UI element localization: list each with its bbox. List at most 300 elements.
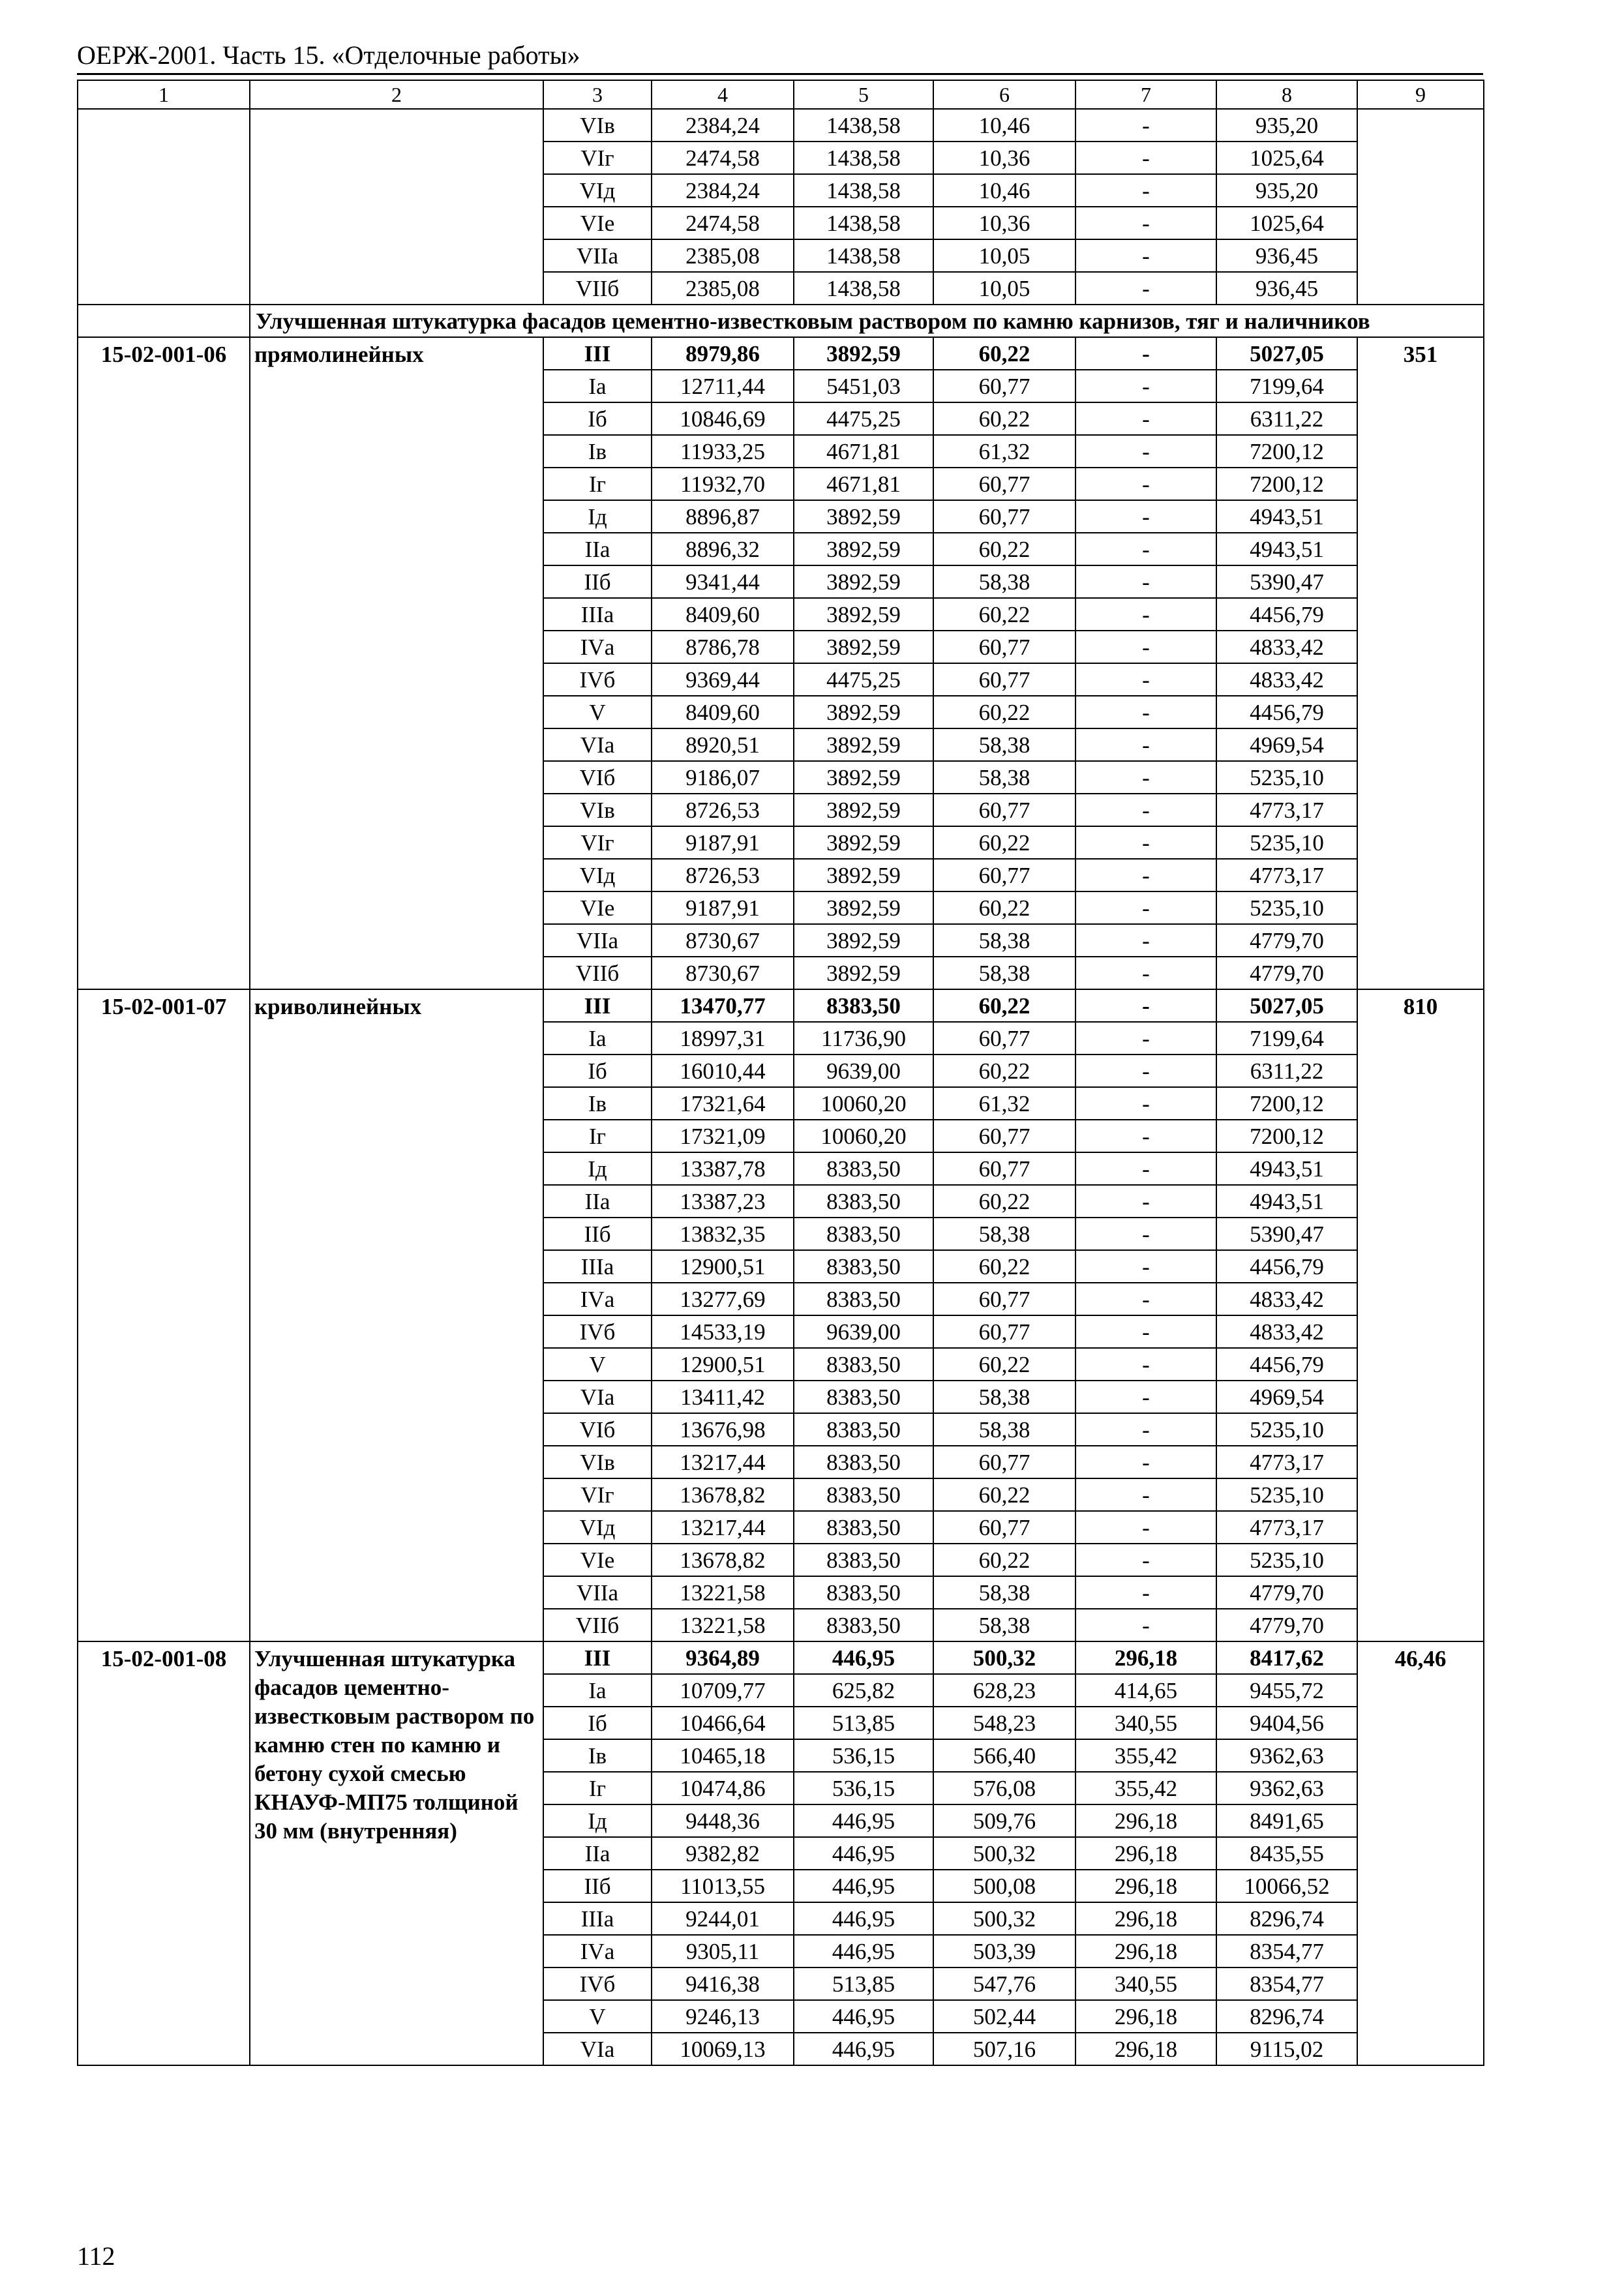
machine-operation: 60,77 [933,1511,1075,1544]
wages: 8383,50 [794,1381,933,1413]
machinist-wages: - [1075,468,1216,500]
machine-operation: 58,38 [933,761,1075,794]
total-cost: 13411,42 [652,1381,794,1413]
region-code: VIе [543,1544,652,1576]
region-code: IVа [543,631,652,663]
machinist-wages: 296,18 [1075,1804,1216,1837]
wages: 3892,59 [794,957,933,989]
total-cost: 12900,51 [652,1348,794,1381]
materials: 5235,10 [1216,1478,1357,1511]
item-name: криволинейных [250,989,543,1641]
materials: 5235,10 [1216,891,1357,924]
machine-operation: 60,22 [933,1478,1075,1511]
materials: 4833,42 [1216,1315,1357,1348]
machinist-wages: - [1075,761,1216,794]
machine-operation: 61,32 [933,435,1075,468]
total-cost: 9187,91 [652,826,794,859]
machinist-wages: - [1075,794,1216,826]
wages: 446,95 [794,2000,933,2033]
total-cost: 17321,09 [652,1120,794,1152]
wages: 3892,59 [794,728,933,761]
region-code: Iг [543,1120,652,1152]
total-cost: 8726,53 [652,859,794,891]
materials: 6311,22 [1216,1055,1357,1087]
total-cost: 13217,44 [652,1511,794,1544]
machine-operation: 10,05 [933,239,1075,272]
wages: 3892,59 [794,891,933,924]
machinist-wages: - [1075,500,1216,533]
wages: 8383,50 [794,1511,933,1544]
machinist-wages: - [1075,1413,1216,1446]
region-code: Iб [543,402,652,435]
machinist-wages: - [1075,1348,1216,1381]
total-cost: 8896,87 [652,500,794,533]
wages: 446,95 [794,1641,933,1674]
machine-operation: 60,77 [933,1022,1075,1055]
wages: 4671,81 [794,435,933,468]
materials: 936,45 [1216,239,1357,272]
machine-operation: 60,22 [933,598,1075,631]
item-name: прямолинейных [250,337,543,989]
region-code: Iг [543,1772,652,1804]
materials: 5390,47 [1216,1218,1357,1250]
wages: 536,15 [794,1772,933,1804]
wages: 3892,59 [794,924,933,957]
region-code: IIб [543,1218,652,1250]
region-code: V [543,696,652,728]
materials: 936,45 [1216,272,1357,305]
wages: 9639,00 [794,1315,933,1348]
total-cost: 14533,19 [652,1315,794,1348]
materials: 8491,65 [1216,1804,1357,1837]
wages: 3892,59 [794,598,933,631]
wages: 4671,81 [794,468,933,500]
region-code: Iд [543,500,652,533]
machinist-wages: 340,55 [1075,1707,1216,1739]
machine-operation: 58,38 [933,1576,1075,1609]
machine-operation: 58,38 [933,565,1075,598]
machinist-wages: - [1075,728,1216,761]
materials: 7200,12 [1216,435,1357,468]
machinist-wages: 414,65 [1075,1674,1216,1707]
wages: 446,95 [794,1870,933,1902]
total-cost: 8979,86 [652,337,794,370]
total-cost: 9305,11 [652,1935,794,1967]
materials: 9115,02 [1216,2033,1357,2065]
wages: 10060,20 [794,1120,933,1152]
wages: 625,82 [794,1674,933,1707]
total-cost: 10069,13 [652,2033,794,2065]
machinist-wages: - [1075,1446,1216,1478]
total-cost: 9364,89 [652,1641,794,1674]
total-cost: 10466,64 [652,1707,794,1739]
region-code: VIIб [543,1609,652,1641]
wages: 446,95 [794,1804,933,1837]
region-code: IVб [543,1967,652,2000]
machine-operation: 509,76 [933,1804,1075,1837]
header-rule [77,73,1483,75]
region-code: VIа [543,2033,652,2065]
region-code: IVа [543,1283,652,1315]
total-cost: 16010,44 [652,1055,794,1087]
total-cost: 13387,23 [652,1185,794,1218]
region-code: VIв [543,1446,652,1478]
total-cost: 13387,78 [652,1152,794,1185]
total-cost: 13676,98 [652,1413,794,1446]
machinist-wages: - [1075,1283,1216,1315]
machinist-wages: - [1075,1381,1216,1413]
total-cost: 8726,53 [652,794,794,826]
region-code: Iа [543,1674,652,1707]
total-cost: 9187,91 [652,891,794,924]
wages: 3892,59 [794,859,933,891]
machine-operation: 628,23 [933,1674,1075,1707]
materials: 4773,17 [1216,859,1357,891]
machine-operation: 61,32 [933,1087,1075,1120]
machine-operation: 500,32 [933,1837,1075,1870]
total-cost: 13221,58 [652,1609,794,1641]
machinist-wages: 296,18 [1075,2000,1216,2033]
wages: 1438,58 [794,174,933,207]
labor-cost: 810 [1357,989,1484,1641]
materials: 5027,05 [1216,337,1357,370]
wages: 11736,90 [794,1022,933,1055]
region-code: Iв [543,1087,652,1120]
item-name [250,109,543,305]
machinist-wages: 355,42 [1075,1772,1216,1804]
machinist-wages: - [1075,663,1216,696]
wages: 8383,50 [794,1478,933,1511]
machinist-wages: - [1075,1544,1216,1576]
machine-operation: 58,38 [933,1609,1075,1641]
wages: 3892,59 [794,696,933,728]
total-cost: 8409,60 [652,598,794,631]
materials: 4773,17 [1216,1446,1357,1478]
machine-operation: 60,22 [933,337,1075,370]
machinist-wages: - [1075,1609,1216,1641]
machine-operation: 60,77 [933,1152,1075,1185]
machine-operation: 60,22 [933,1348,1075,1381]
materials: 9455,72 [1216,1674,1357,1707]
total-cost: 9244,01 [652,1902,794,1935]
wages: 446,95 [794,1935,933,1967]
wages: 8383,50 [794,1446,933,1478]
wages: 8383,50 [794,1576,933,1609]
region-code: IIа [543,1185,652,1218]
wages: 446,95 [794,1837,933,1870]
materials: 4943,51 [1216,1185,1357,1218]
machinist-wages: - [1075,1055,1216,1087]
item-code: 15-02-001-06 [78,337,250,989]
region-code: III [543,337,652,370]
machinist-wages: - [1075,989,1216,1022]
machine-operation: 547,76 [933,1967,1075,2000]
total-cost: 10846,69 [652,402,794,435]
wages: 513,85 [794,1967,933,2000]
machine-operation: 566,40 [933,1739,1075,1772]
machinist-wages: - [1075,1022,1216,1055]
total-cost: 2385,08 [652,239,794,272]
materials: 4779,70 [1216,1609,1357,1641]
machine-operation: 58,38 [933,1218,1075,1250]
total-cost: 13221,58 [652,1576,794,1609]
machinist-wages: 296,18 [1075,1902,1216,1935]
region-code: IVб [543,1315,652,1348]
machinist-wages: - [1075,924,1216,957]
materials: 7199,64 [1216,370,1357,402]
materials: 8296,74 [1216,2000,1357,2033]
machine-operation: 58,38 [933,1381,1075,1413]
machinist-wages: - [1075,891,1216,924]
wages: 4475,25 [794,663,933,696]
materials: 4969,54 [1216,728,1357,761]
region-code: VIIб [543,957,652,989]
region-code: IIа [543,1837,652,1870]
total-cost: 11933,25 [652,435,794,468]
machinist-wages: - [1075,1152,1216,1185]
machinist-wages: - [1075,957,1216,989]
machine-operation: 60,22 [933,1055,1075,1087]
machine-operation: 500,32 [933,1641,1075,1674]
machinist-wages: 340,55 [1075,1967,1216,2000]
table-body [78,80,1484,2065]
wages: 3892,59 [794,631,933,663]
total-cost: 13217,44 [652,1446,794,1478]
wages: 3892,59 [794,794,933,826]
materials: 4833,42 [1216,663,1357,696]
labor-cost: 351 [1357,337,1484,989]
machinist-wages: - [1075,1185,1216,1218]
price-table-container [77,80,1483,2066]
total-cost: 9448,36 [652,1804,794,1837]
materials: 4943,51 [1216,1152,1357,1185]
column-number: 9 [1357,80,1484,109]
materials: 935,20 [1216,174,1357,207]
materials: 4833,42 [1216,631,1357,663]
materials: 5390,47 [1216,565,1357,598]
machine-operation: 10,46 [933,109,1075,142]
item-name: Улучшенная штукатурка фасадов цементно-известковым раствором по камню стен по камню и бетону сухой смесью КНАУФ-МП75 толщиной 30 мм (внутренняя) [250,1641,543,2065]
wages: 4475,25 [794,402,933,435]
machine-operation: 502,44 [933,2000,1075,2033]
region-code: VIб [543,761,652,794]
materials: 4456,79 [1216,1250,1357,1283]
total-cost: 2385,08 [652,272,794,305]
wages: 1438,58 [794,239,933,272]
wages: 8383,50 [794,989,933,1022]
machinist-wages: - [1075,1576,1216,1609]
total-cost: 13678,82 [652,1544,794,1576]
machinist-wages: - [1075,565,1216,598]
wages: 9639,00 [794,1055,933,1087]
region-code: VIIа [543,239,652,272]
price-table [77,80,1484,2066]
region-code: VIе [543,891,652,924]
region-code: Iв [543,435,652,468]
region-code: Iа [543,1022,652,1055]
materials: 4779,70 [1216,957,1357,989]
table-row [78,337,1484,370]
region-code: IIб [543,1870,652,1902]
materials: 7200,12 [1216,1087,1357,1120]
machinist-wages: - [1075,1120,1216,1152]
materials: 1025,64 [1216,142,1357,174]
machine-operation: 60,77 [933,859,1075,891]
materials: 4773,17 [1216,1511,1357,1544]
machinist-wages: 296,18 [1075,1641,1216,1674]
region-code: VIIб [543,272,652,305]
region-code: VIе [543,207,652,239]
wages: 1438,58 [794,207,933,239]
region-code: VIIа [543,1576,652,1609]
table-row [78,1641,1484,1674]
machinist-wages: - [1075,598,1216,631]
machinist-wages: - [1075,402,1216,435]
column-number: 2 [250,80,543,109]
total-cost: 8409,60 [652,696,794,728]
wages: 8383,50 [794,1544,933,1576]
region-code: VIг [543,826,652,859]
machine-operation: 60,77 [933,1315,1075,1348]
region-code: Iд [543,1804,652,1837]
machinist-wages: - [1075,174,1216,207]
machinist-wages: - [1075,370,1216,402]
total-cost: 13470,77 [652,989,794,1022]
machinist-wages: - [1075,1478,1216,1511]
total-cost: 8786,78 [652,631,794,663]
machine-operation: 60,77 [933,1283,1075,1315]
item-code [78,109,250,305]
materials: 8417,62 [1216,1641,1357,1674]
total-cost: 2474,58 [652,142,794,174]
machinist-wages: - [1075,1087,1216,1120]
materials: 8354,77 [1216,1967,1357,2000]
region-code: VIд [543,859,652,891]
machine-operation: 548,23 [933,1707,1075,1739]
materials: 1025,64 [1216,207,1357,239]
total-cost: 8920,51 [652,728,794,761]
region-code: VIа [543,728,652,761]
wages: 446,95 [794,2033,933,2065]
materials: 4773,17 [1216,794,1357,826]
region-code: III [543,1641,652,1674]
region-code: VIIа [543,924,652,957]
machinist-wages: 296,18 [1075,1837,1216,1870]
machine-operation: 58,38 [933,957,1075,989]
machine-operation: 60,77 [933,468,1075,500]
machinist-wages: - [1075,435,1216,468]
total-cost: 12711,44 [652,370,794,402]
machine-operation: 60,77 [933,1446,1075,1478]
total-cost: 9341,44 [652,565,794,598]
machinist-wages: - [1075,239,1216,272]
region-code: VIв [543,794,652,826]
total-cost: 9382,82 [652,1837,794,1870]
region-code: Iа [543,370,652,402]
region-code: Iд [543,1152,652,1185]
table-row [78,109,1484,142]
section-heading: Улучшенная штукатурка фасадов цементно-известковым раствором по камню карнизов, тяг и наличников [250,305,1484,337]
machinist-wages: 296,18 [1075,1935,1216,1967]
machinist-wages: - [1075,1218,1216,1250]
total-cost: 10709,77 [652,1674,794,1707]
machine-operation: 10,46 [933,174,1075,207]
region-code: III [543,989,652,1022]
wages: 8383,50 [794,1283,933,1315]
machine-operation: 500,08 [933,1870,1075,1902]
region-code: VIа [543,1381,652,1413]
total-cost: 10474,86 [652,1772,794,1804]
total-cost: 13832,35 [652,1218,794,1250]
wages: 8383,50 [794,1609,933,1641]
wages: 1438,58 [794,142,933,174]
total-cost: 8730,67 [652,924,794,957]
machine-operation: 60,77 [933,663,1075,696]
region-code: VIг [543,1478,652,1511]
materials: 4943,51 [1216,533,1357,565]
machine-operation: 60,22 [933,989,1075,1022]
region-code: VIд [543,174,652,207]
wages: 8383,50 [794,1413,933,1446]
materials: 5027,05 [1216,989,1357,1022]
wages: 10060,20 [794,1087,933,1120]
region-code: Iв [543,1739,652,1772]
wages: 5451,03 [794,370,933,402]
region-code: Iб [543,1707,652,1739]
labor-cost: 46,46 [1357,1641,1484,2065]
wages: 8383,50 [794,1250,933,1283]
materials: 5235,10 [1216,826,1357,859]
region-code: IVб [543,663,652,696]
region-code: VIб [543,1413,652,1446]
machine-operation: 60,22 [933,533,1075,565]
labor-cost [1357,109,1484,305]
total-cost: 11013,55 [652,1870,794,1902]
total-cost: 12900,51 [652,1250,794,1283]
machinist-wages: 296,18 [1075,1870,1216,1902]
wages: 3892,59 [794,565,933,598]
total-cost: 13678,82 [652,1478,794,1511]
wages: 3892,59 [794,533,933,565]
machine-operation: 60,77 [933,370,1075,402]
machine-operation: 60,77 [933,500,1075,533]
total-cost: 9369,44 [652,663,794,696]
column-number: 4 [652,80,794,109]
section-heading-row [78,305,1484,337]
materials: 4456,79 [1216,598,1357,631]
item-code: 15-02-001-08 [78,1641,250,2065]
machinist-wages: - [1075,1250,1216,1283]
column-number-row [78,80,1484,109]
item-code: 15-02-001-07 [78,989,250,1641]
region-code: VIд [543,1511,652,1544]
column-number: 8 [1216,80,1357,109]
wages: 8383,50 [794,1218,933,1250]
region-code: Iг [543,468,652,500]
column-number: 7 [1075,80,1216,109]
machine-operation: 10,36 [933,142,1075,174]
machine-operation: 60,77 [933,1120,1075,1152]
materials: 7200,12 [1216,1120,1357,1152]
region-code: IIIа [543,598,652,631]
machine-operation: 576,08 [933,1772,1075,1804]
materials: 5235,10 [1216,1413,1357,1446]
machine-operation: 503,39 [933,1935,1075,1967]
region-code: V [543,1348,652,1381]
region-code: IIIа [543,1250,652,1283]
materials: 8354,77 [1216,1935,1357,1967]
machine-operation: 507,16 [933,2033,1075,2065]
